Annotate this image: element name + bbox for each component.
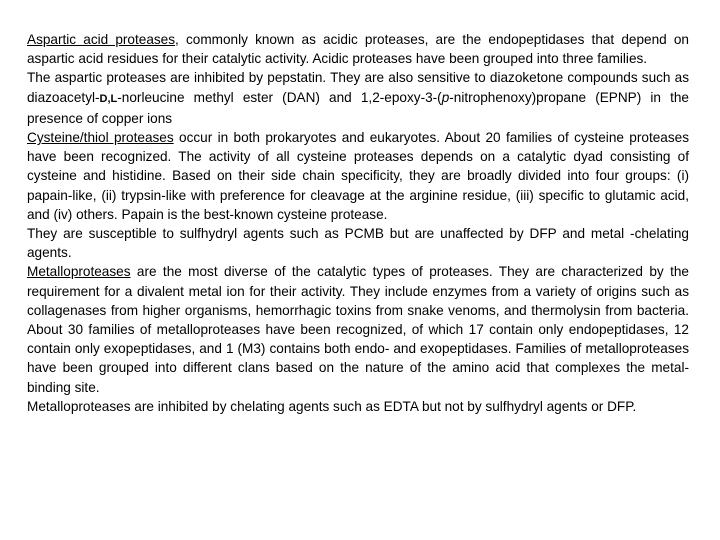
paragraph-aspartic-inhibition [27,68,689,128]
paragraph-metallo-inhibition: Metalloproteases are inhibited by chelating agents such as EDTA but not by sulfhydryl agents or DFP. [27,398,637,414]
paragraph-text: -norleucine methyl ester (DAN) and 1,2-epoxy-3-( [117,89,442,105]
term-aspartic-acid-proteases: Aspartic acid proteases [27,32,176,47]
paragraph-text: The aspartic proteases are inhibited by pepstatin. They are also sensitive to diazoketone compounds such as diazoacetyl- [27,70,689,105]
paragraph-text: occur in both prokaryotes and eukaryotes. About 20 families of cysteine proteases have been recognized. The activity of all cysteine proteases depends on a catalytic dyad consisting of cysteine and histidine. Based on their side chain specificity, they are broadly divided into four groups: (i) papain-like, (ii) trypsin-like with preference for cleavage at the arginine residue, (iii) specific to glutamic acid, and (iv) others. Papain is the best-known cysteine protease. [27,130,690,222]
term-cysteine-thiol-proteases: Cysteine/thiol proteases [27,130,174,146]
paragraph-text: are the most diverse of the catalytic types of proteases. They are characterized by the requirement for a divalent metal ion for their activity. They include enzymes from a variety of origins such as collagenases from higher organisms, hemorrhagic toxins from snake venoms, and thermolysin from bacteria. About 30 families of metalloproteases have been recognized, of which 17 contain only endopeptidases, 12 contain only exopeptidases, and 1 (M3) contains both endo- and exopeptidases. Families of metalloproteases have been grouped into different clans based on the nature of the amino acid that complexes the metal-binding site. [27,264,689,395]
paragraph-metallo-intro [27,262,689,396]
stereo-prefix: D,L [99,92,118,105]
paragraph-cysteine-intro [27,128,689,224]
term-metalloproteases: Metalloproteases [27,264,131,280]
paragraph-text: , commonly known as acidic proteases, are the endopeptidases that depend on aspartic acid residues for their catalytic activity. Acidic proteases have been grouped into three families. [27,32,689,67]
para-prefix: p [441,89,450,105]
paragraph-aspartic-intro [27,30,689,68]
paragraph-text: -nitrophenoxy)propane (EPNP) in the presence of copper ions [27,89,689,126]
paragraph-cysteine-inhibition: They are susceptible to sulfhydryl agents such as PCMB but are unaffected by DFP and metal -chelating agents. [27,226,689,261]
document-body [27,30,689,416]
